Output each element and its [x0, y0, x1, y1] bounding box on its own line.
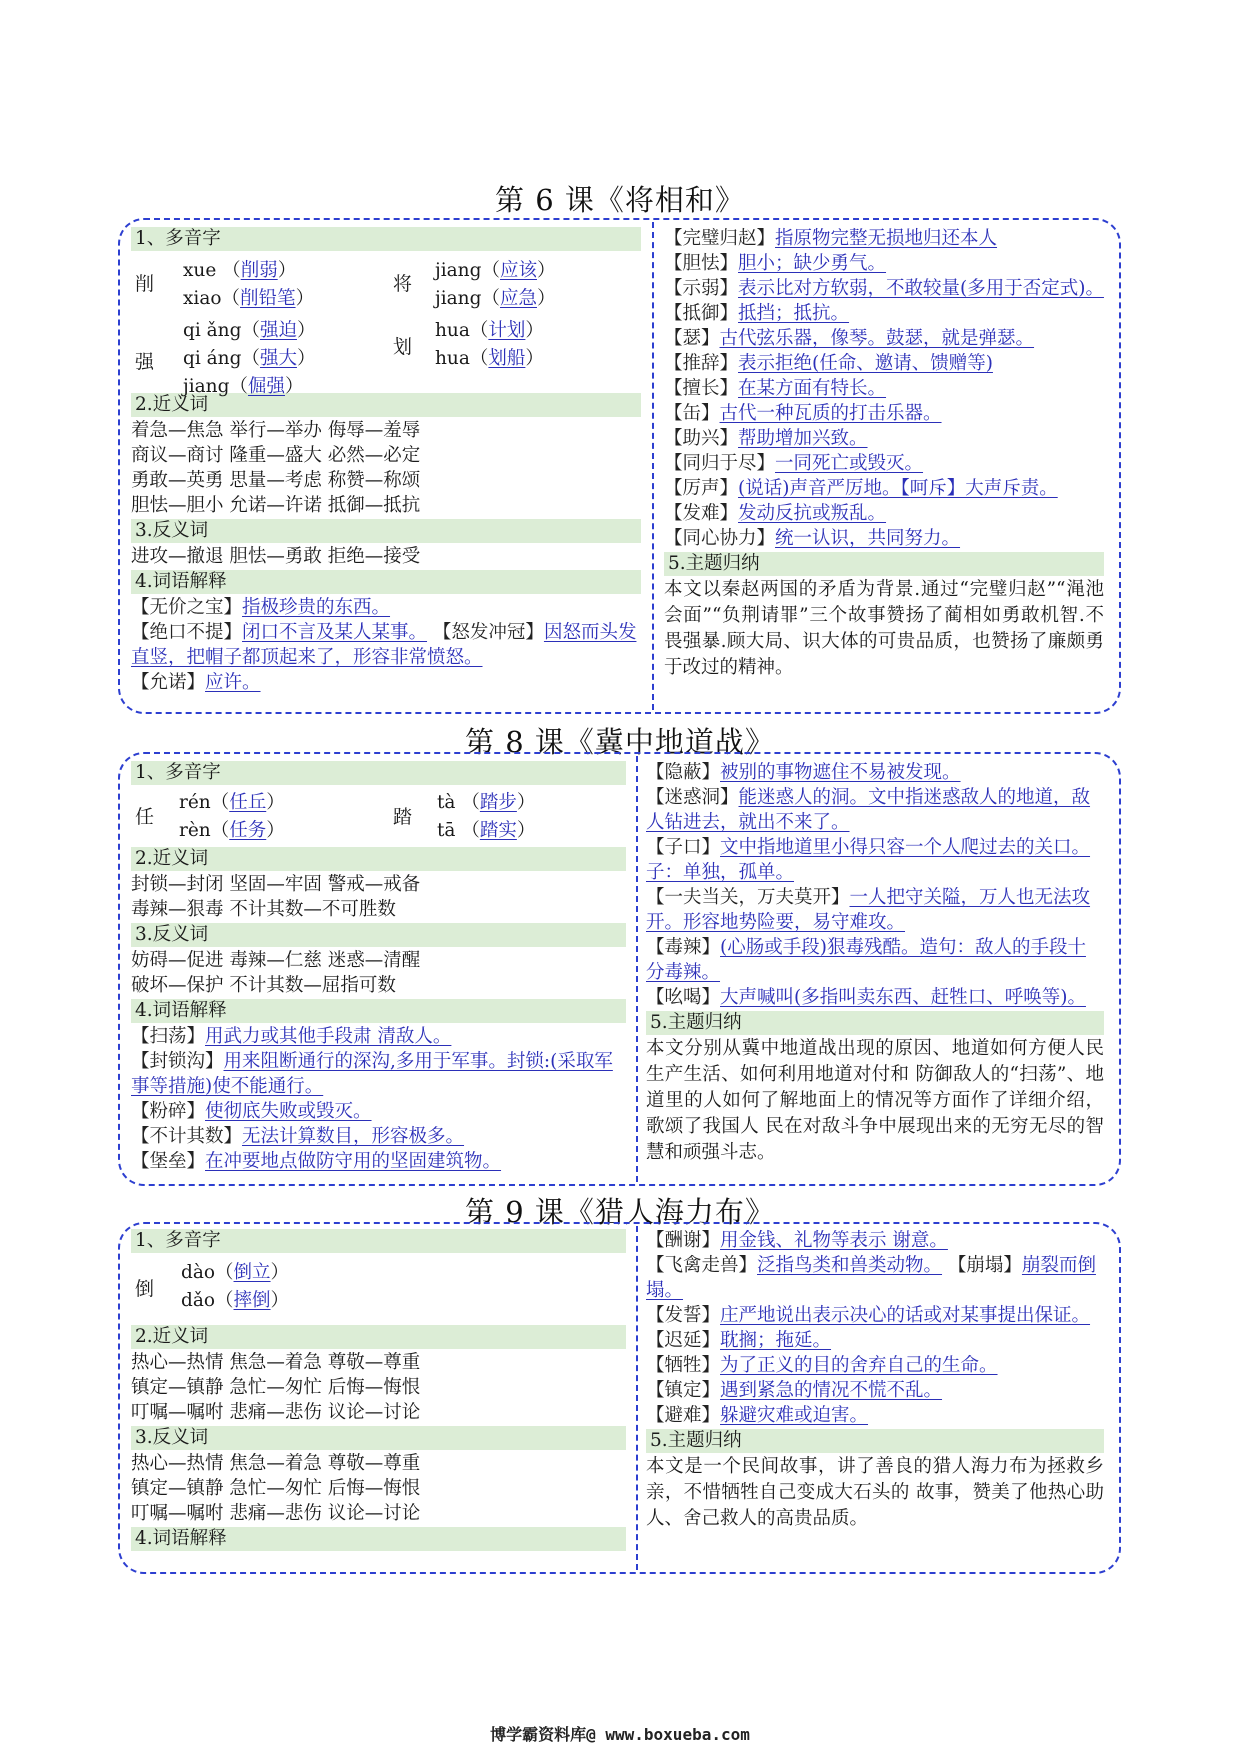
lesson-9-title: 第 9 课《猎人海力布》 — [465, 1195, 775, 1229]
poly-reading: qi áng（强大） — [183, 348, 316, 369]
lesson-6-title: 第 6 课《将相和》 — [495, 183, 745, 217]
poly-char: 强 — [135, 351, 155, 373]
poly-char: 划 — [393, 336, 413, 358]
explanation-item: 【瑟】古代弦乐器，像琴。鼓瑟，就是弹瑟。 — [664, 328, 1035, 349]
synonym-row: 热心—热情 焦急—着急 尊敬—尊重 — [131, 1352, 421, 1373]
explanation-item: 【牺牲】为了正义的目的舍弃自己的生命。 — [646, 1355, 998, 1376]
explanation-item: 【无价之宝】指极珍贵的东西。 — [131, 597, 391, 618]
explanation-item: 【不计其数】无法计算数目，形容极多。 — [131, 1126, 465, 1147]
explanation-item: 【发誓】庄严地说出表示决心的话或对某事提出保证。 — [646, 1305, 1091, 1326]
explanation-item: 【胆怯】胆小；缺少勇气。 — [664, 253, 887, 274]
section-header: 4.词语解释 — [131, 570, 641, 594]
explanation-item: 【示弱】表示比对方软弱，不敢较量(多用于否定式)。 — [664, 278, 1104, 299]
explanation-item: 【堡垒】在冲要地点做防守用的坚固建筑物。 — [131, 1151, 502, 1172]
synonym-row: 毒辣—狠毒 不计其数—不可胜数 — [131, 899, 396, 920]
poly-reading: tà （踏步） — [437, 792, 536, 813]
section-header: 2.近义词 — [131, 1325, 626, 1349]
antonym-row: 叮嘱—嘱咐 悲痛—悲伤 议论—讨论 — [131, 1503, 421, 1524]
explanation-item: 【同归于尽】一同死亡或毁灭。 — [664, 453, 924, 474]
explanation-item: 【同心协力】统一认识，共同努力。 — [664, 528, 961, 549]
explanation-item: 【吆喝】大声喊叫(多指叫卖东西、赶牲口、呼唤等)。 — [646, 987, 1086, 1008]
explanation-item: 【抵御】抵挡；抵抗。 — [664, 303, 850, 324]
lesson-8-title: 第 8 课《冀中地道战》 — [465, 725, 775, 759]
antonym-row: 破坏—保护 不计其数—屈指可数 — [131, 975, 396, 996]
theme-summary: 本文以秦赵两国的矛盾为背景.通过“完璧归赵”“渑池会面”“负荆请罪”三个故事赞扬了蔺相如勇敢机智.不畏强暴.顾大局、识大体的可贵品质，也赞扬了廉颇勇于改过的精神。 — [664, 579, 1104, 678]
synonym-row: 镇定—镇静 急忙—匆忙 后悔—悔恨 — [131, 1377, 421, 1398]
polyphonic-block — [131, 786, 626, 846]
explanation-item: 【允诺】应许。 — [131, 672, 261, 693]
antonym-row: 镇定—镇静 急忙—匆忙 后悔—悔恨 — [131, 1478, 421, 1499]
lesson-8-right — [646, 760, 1104, 1166]
poly-reading: dào（倒立） — [181, 1262, 290, 1283]
lesson-9-left — [131, 1228, 626, 1552]
antonym-row: 进攻—撤退 胆怯—勇敢 拒绝—接受 — [131, 546, 421, 567]
poly-reading: dǎo（摔倒） — [181, 1290, 290, 1311]
lesson-6-left — [131, 226, 641, 695]
synonym-row: 商议—商讨 隆重—盛大 必然—必定 — [131, 445, 421, 466]
explanation-item: 【完璧归赵】指原物完整无损地归还本人 — [664, 228, 998, 249]
poly-reading: rèn（任务） — [179, 820, 285, 841]
section-header: 2.近义词 — [131, 393, 641, 417]
section-header: 5.主题归纳 — [646, 1429, 1104, 1453]
explanation-item: 【发难】发动反抗或叛乱。 — [664, 503, 887, 524]
explanation-item: 【酬谢】用金钱、礼物等表示 谢意。 — [646, 1230, 948, 1251]
poly-reading: rén（任丘） — [179, 792, 285, 813]
explanation-item: 【粉碎】使彻底失败或毁灭。 — [131, 1101, 372, 1122]
explanation-item: 【封锁沟】用来阻断通行的深沟,多用于军事。封锁:(采取军事等措施)使不能通行。 — [131, 1051, 613, 1097]
explanation-item: 【镇定】遇到紧急的情况不慌不乱。 — [646, 1380, 943, 1401]
theme-summary: 本文是一个民间故事，讲了善良的猎人海力布为拯救乡亲，不惜牺牲自己变成大石头的 故事，赞美了他热心助人、舍己救人的高贵品质。 — [646, 1456, 1104, 1529]
section-header: 4.词语解释 — [131, 1527, 626, 1551]
synonym-row: 勇敢—英勇 思量—考虑 称赞—称颂 — [131, 470, 421, 491]
lesson-9-right — [646, 1228, 1104, 1532]
explanation-item: 【厉声】(说话)声音严厉地。【呵斥】大声斥责。 — [664, 478, 1058, 499]
synonym-row: 封锁—封闭 坚固—牢固 警戒—戒备 — [131, 874, 421, 895]
poly-char: 削 — [135, 273, 155, 295]
poly-reading: xiao（削铅笔） — [183, 288, 315, 309]
explanation-item: 【飞禽走兽】泛指鸟类和兽类动物。 【崩塌】崩裂而倒塌。 — [646, 1255, 1096, 1301]
poly-reading: jiang（应该） — [435, 260, 556, 281]
section-header: 2.近义词 — [131, 847, 626, 871]
explanation-item: 【绝口不提】闭口不言及某人某事。 【怒发冲冠】因怒而头发直竖，把帽子都顶起来了，形容非常愤怒。 — [131, 622, 637, 668]
poly-reading: hua（计划） — [435, 320, 544, 341]
synonym-row: 胆怯—胆小 允诺—许诺 抵御—抵抗 — [131, 495, 421, 516]
section-header: 5.主题归纳 — [646, 1011, 1104, 1035]
explanation-item: 【擅长】在某方面有特长。 — [664, 378, 887, 399]
explanation-item: 【迷惑洞】能迷惑人的洞。文中指迷惑敌人的地道，敌人钻进去，就出不来了。 — [646, 787, 1091, 833]
polyphonic-block — [131, 1254, 626, 1324]
footer-source: 博学霸资料库@ www.boxueba.com — [490, 1725, 750, 1744]
poly-reading: jiang（倔强） — [183, 376, 304, 397]
explanation-item: 【迟延】耽搁；拖延。 — [646, 1330, 832, 1351]
polyphonic-block — [131, 252, 641, 397]
poly-reading: xue （削弱） — [183, 260, 297, 281]
poly-reading: jiang（应急） — [435, 288, 556, 309]
explanation-item: 【子口】文中指地道里小得只容一个人爬过去的关口。子：单独，孤单。 — [646, 837, 1091, 883]
explanation-item: 【助兴】帮助增加兴致。 — [664, 428, 868, 449]
explanation-item: 【缶】古代一种瓦质的打击乐器。 — [664, 403, 942, 424]
synonym-row: 叮嘱—嘱咐 悲痛—悲伤 议论—讨论 — [131, 1402, 421, 1423]
section-header: 1、多音字 — [131, 227, 641, 251]
poly-reading: hua（划船） — [435, 348, 544, 369]
poly-char: 任 — [135, 806, 155, 828]
lesson-6-right — [664, 226, 1104, 681]
section-header: 3.反义词 — [131, 519, 641, 543]
lesson-6-divider — [652, 222, 654, 710]
explanation-item: 【隐蔽】被别的事物遮住不易被发现。 — [646, 762, 961, 783]
poly-reading: tā （踏实） — [437, 820, 536, 841]
lesson-8-divider — [636, 756, 638, 1182]
section-header: 1、多音字 — [131, 761, 626, 785]
section-header: 3.反义词 — [131, 1426, 626, 1450]
poly-reading: qi ǎng（强迫） — [183, 320, 316, 341]
section-header: 4.词语解释 — [131, 999, 626, 1023]
antonym-row: 妨碍—促进 毒辣—仁慈 迷惑—清醒 — [131, 950, 421, 971]
explanation-item: 【避难】躲避灾难或迫害。 — [646, 1405, 869, 1426]
lesson-8-left — [131, 760, 626, 1174]
explanation-item: 【推辞】表示拒绝(任命、邀请、馈赠等) — [664, 353, 993, 374]
poly-char: 将 — [393, 273, 413, 295]
lesson-9-divider — [636, 1226, 638, 1570]
poly-char: 倒 — [135, 1278, 155, 1300]
synonym-row: 着急—焦急 举行—举办 侮辱—羞辱 — [131, 420, 421, 441]
explanation-item: 【扫荡】用武力或其他手段肃 清敌人。 — [131, 1026, 452, 1047]
section-header: 5.主题归纳 — [664, 552, 1104, 576]
explanation-item: 【毒辣】(心肠或手段)狠毒残酷。造句：敌人的手段十分毒辣。 — [646, 937, 1086, 983]
section-header: 1、多音字 — [131, 1229, 626, 1253]
antonym-row: 热心—热情 焦急—着急 尊敬—尊重 — [131, 1453, 421, 1474]
section-header: 3.反义词 — [131, 923, 626, 947]
explanation-item: 【一夫当关，万夫莫开】一人把守关隘，万人也无法攻开。形容地势险要，易守难攻。 — [646, 887, 1091, 933]
theme-summary: 本文分别从冀中地道战出现的原因、地道如何方便人民生产生活、如何利用地道对付和 防御敌人的“扫荡”、地道里的人如何了解地面上的情况等方面作了详细介绍，歌颂了我国人 民在对敌斗争中展现出来的无穷无尽的智慧和顽强斗志。 — [646, 1038, 1104, 1163]
poly-char: 踏 — [393, 806, 413, 828]
